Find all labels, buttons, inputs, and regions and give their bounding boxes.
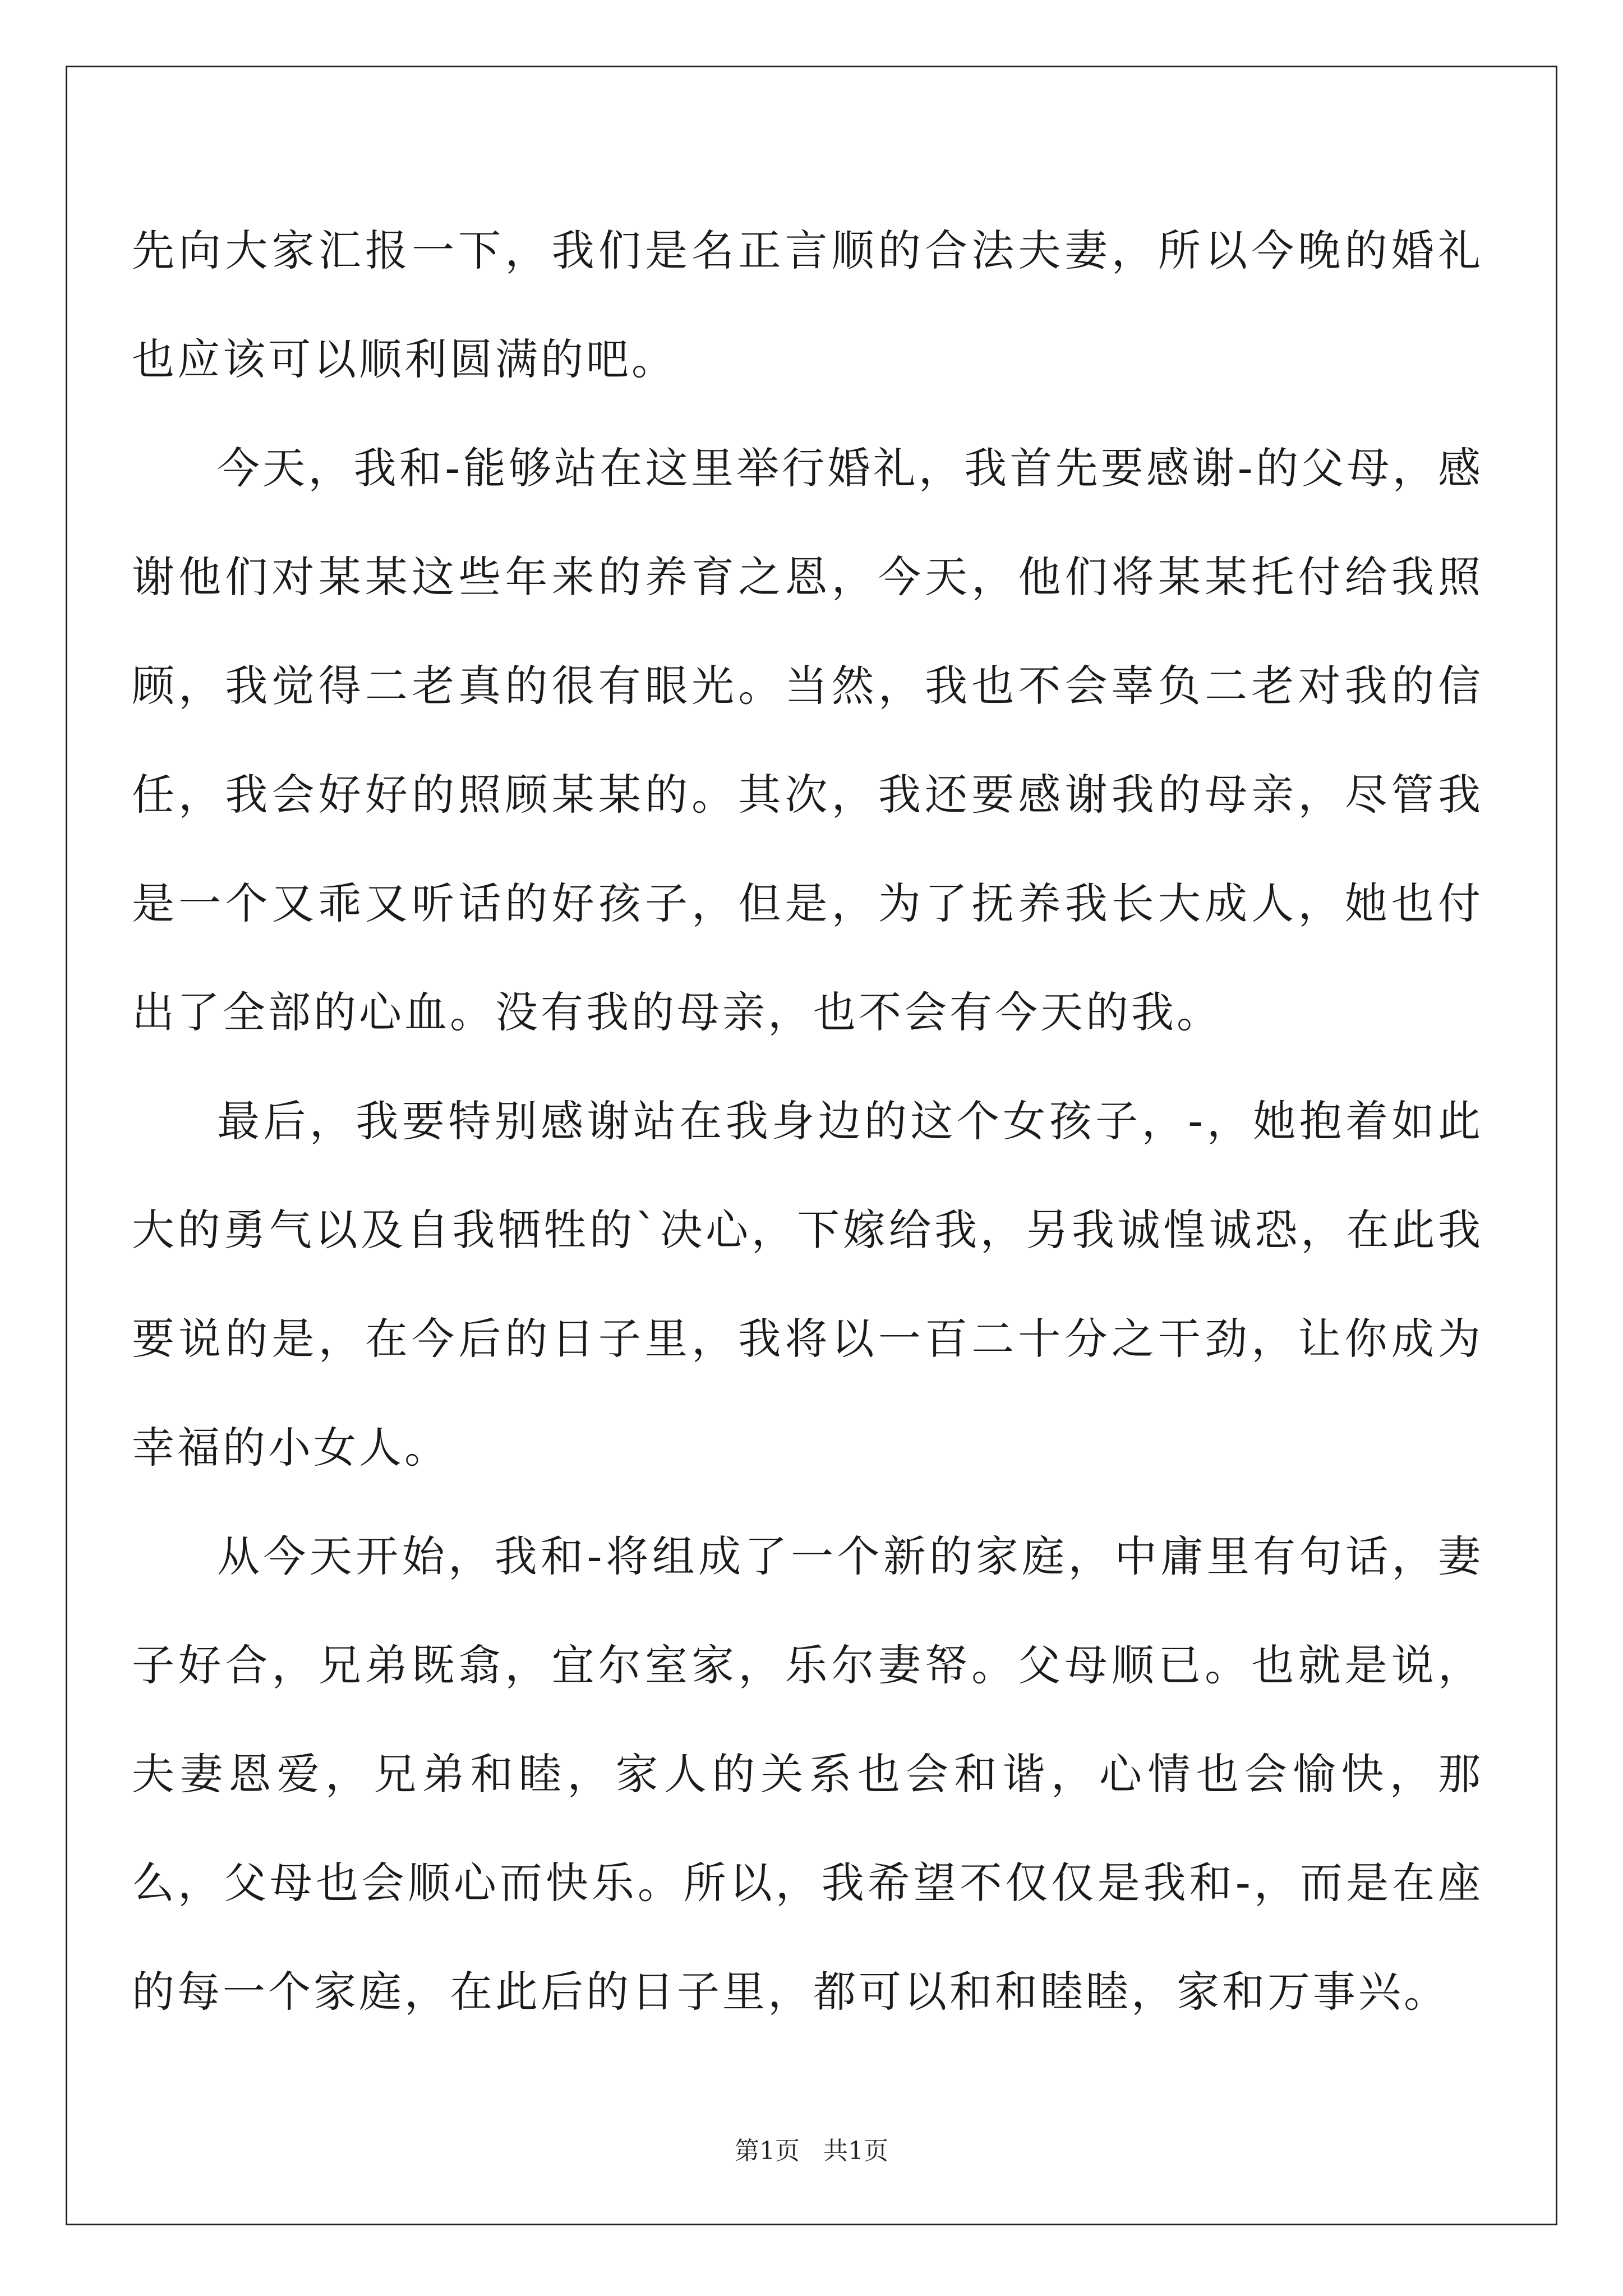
page-total: 共1页: [823, 2137, 888, 2165]
paragraph-1: 先向大家汇报一下，我们是名正言顺的合法夫妻，所以今晚的婚礼也应该可以顺利圆满的吧。: [132, 226, 1483, 384]
paragraph-4: 从今天开始，我和-将组成了一个新的家庭，中庸里有句话，妻子好合，兄弟既翕，宜尔室家，乐尔妻帑。父母顺已。也就是说，夫妻恩爱，兄弟和睦，家人的关系也会和谐，心情也会愉快，那么，父母也会顺心而快乐。所以，我希望不仅仅是我和-，而是在座的每一个家庭，在此后的日子里，都可以和和睦睦，家和万事兴。: [132, 1531, 1483, 2017]
page-number: 第1页: [735, 2137, 800, 2165]
paragraph-2: 今天，我和-能够站在这里举行婚礼，我首先要感谢-的父母，感谢他们对某某这些年来的养育之恩，今天，他们将某某托付给我照顾，我觉得二老真的很有眼光。当然，我也不会辜负二老对我的信任，我会好好的照顾某某的。其次，我还要感谢我的母亲，尽管我是一个又乖又听话的好孩子，但是，为了抚养我长大成人，她也付出了全部的心血。没有我的母亲，也不会有今天的我。: [132, 443, 1483, 1037]
page-footer: [0, 2134, 1623, 2168]
paragraph-3: 最后，我要特别感谢站在我身边的这个女孩子，-，她抱着如此大的勇气以及自我牺牲的`决心，下嫁给我，另我诚惶诚恐，在此我要说的是，在今后的日子里，我将以一百二十分之干劲，让你成为幸福的小女人。: [132, 1096, 1483, 1473]
document-body: [132, 196, 1483, 2046]
